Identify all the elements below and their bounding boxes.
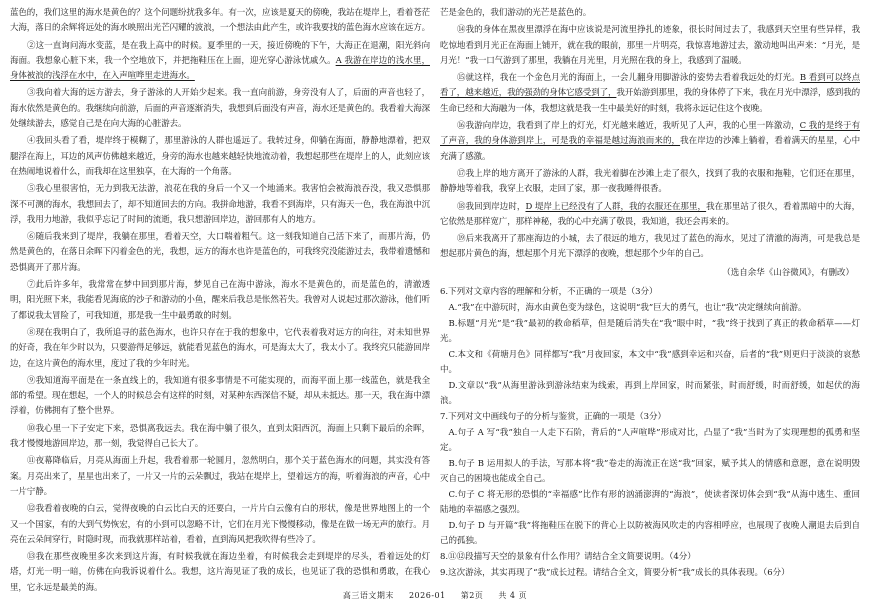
question-option: C.本文和《荷塘月色》同样都写“我”月夜回家，本文中“我”感到幸运和兴奋，后者的“我”则更归于淡淡的哀愁中。: [440, 349, 860, 375]
passage-paragraph: [440, 119, 860, 165]
footer-date: 2026-01: [408, 591, 446, 600]
paragraph-text: 芒是金色的，我们游动的光芒是蓝色的。: [440, 8, 592, 18]
question-option: B.句子 B 运用拟人的手法，写那本将“我”卷走的海流正在送“我”回家，赋予其人的情感和意愿，意在说明毁灭自己的困境也能成全自己。: [440, 458, 860, 484]
paragraph-text: ⑮就这样，我在一个金色月光的海面上，一会儿翻身用脚游泳的姿势去看着我远处的灯光。: [457, 73, 800, 84]
passage-paragraph: [10, 374, 430, 420]
footer-page: 第2页: [460, 591, 484, 600]
passage-paragraph: [10, 230, 430, 276]
question-option: D.句子 D 与开篇“我”将拖鞋压在脱下的背心上以防被海风吹走的内容相呼应，也展现了夜晚人潮退去后到自己的孤独。: [440, 520, 860, 546]
paragraph-text: ⑪夜幕降临后，月亮从海面上升起，我看着那一轮圆月，忽然明白，那个关于蓝色海水的问题，其实没有答案。月亮出来了，星星也出来了，一片又一片的云朵飘过，我站在堤岸上，望着远方的海，听着海浪的声音，心中一片宁静。: [10, 456, 431, 497]
page-footer: [0, 590, 870, 601]
paragraph-text: ⑭我的身体在黑夜里漂浮在海中应该说是河流里挣扎的迹象，很长时间过去了，我感到天空里有些异样，我吃惊地看到月光正在海面上铺开，就在我的眼前，那里一片明亮，我惊喜地游过去，激动地叫出声来：“月光，是月光！”我一口气游到了那里，我躺在月光里，月光照在我的身上，我感到了温暖。: [440, 25, 860, 66]
paragraph-text: ③我向着大海的远方游去，身子游泳的人开始少起来。我一直向前游，身旁没有人了，后面的声音也轻了，海水依然是黄色的。我继续向前游，后面的声音逐渐消失，我想到后面没有声音，海水还是黄色的。我看着大海深处继续游去，感觉自己是在向大海的心脏游去。: [10, 88, 431, 130]
passage-paragraph: [10, 502, 430, 548]
passage-paragraph: [10, 86, 430, 132]
passage-paragraph: [440, 200, 860, 231]
passage-paragraph: [10, 326, 430, 372]
passage-paragraph: [440, 6, 860, 21]
footer-subject: 高三语文期末: [342, 591, 394, 600]
question-option: C.句子 C 将无形的恐惧的“幸福感”比作有形的汹涌澎湃的“海浪”，使读者深切体会到“我”从海中逃生、重回陆地的幸福感之强烈。: [440, 489, 860, 515]
passage-paragraph: [10, 134, 430, 180]
passage-paragraph: [440, 167, 860, 198]
passage-paragraph: [10, 278, 430, 324]
question-stem: 7.下列对文中画线句子的分析与鉴赏，正确的一项是（3分）: [440, 411, 667, 422]
paragraph-text: ⑥随后我来到了堤岸，我躺在那里，看着天空，大口喘着粗气。这一刻我知道自己活下来了，而那片海，仍然是黄色的，在落日余晖下闪着金色的光，我想，远方的海水也许是蓝色的，可我终究没能游过去，我带着遗憾和恐惧离开了那片海。: [10, 232, 431, 273]
paragraph-text: ⑨我知道海平面是在一条直线上的，我知道有很多事情是不可能实现的，而海平面上那一线蓝色，就是我全部的希望。现在想起，一个人的时候总会有这样的时刻，对某种东西深信不疑，却从未抵达。那一天，我在海中漂浮着，仿佛拥有了整个世界。: [10, 375, 431, 417]
paragraph-text: 蓝色的，我们这里的海水是黄色的？这个问题纷扰我多年。有一次，应该是夏天的傍晚，我站在堤岸上，看着苍茫大海，落日的余辉将远处的海水映照出光芒闪耀的波浪，一个想法由此产生，或许我要找的蓝色海水应该在远方。: [10, 8, 431, 34]
question-option: B.标题“月光”是“我”最初的救命稻草，但是随后消失在“我”眼中时，“我”终于找到了真正的救命稻草——灯光。: [440, 318, 860, 344]
passage-paragraph: [440, 71, 860, 117]
paragraph-text: ⑲后来我离开了那座海边的小城，去了很远的地方，我见过了蓝色的海水，见过了清澈的海湾，可是我总是想起那片黄色的海，想起那个月光下漂浮的夜晚，想起那个少年的自己。: [440, 234, 860, 260]
question-stem: 9.这次游泳，其实再现了“我”成长过程。请结合全文，简要分析“我”成长的具体表现。（6分）: [440, 567, 790, 578]
passage-paragraph: [10, 182, 430, 228]
paragraph-text: ⑧现在我明白了，我所追寻的蓝色海水，也许只存在于我的想象中，它代表着我对远方的向往，对未知世界的好奇，我在年少时以为，只要游得足够远，就能看见蓝色的海水，可是海太大了，我太小了。我终究只能游回岸边，在这片黄色的海水里，度过了我的少年时光。: [10, 327, 431, 369]
underlined-sentence: A 我游在岸边的浅水里，身体被浪的浅浮在水中，在入声喧哗里走进海水。: [10, 55, 430, 82]
paragraph-text: ⑫我看着夜晚的白云，觉得夜晚的白云比白天的还要白，一片片白云像有白的形状，像是世界地图上的一个又一个国家，有的大到气势恢宏，有的小到可以忽略不计，它们在月光下慢慢移动，像是在做一场无声的旅行。月亮在云朵间穿行，时隐时现，而我就那样站着，看着，直到海风把我吹得有些冷了。: [10, 504, 431, 545]
passage-paragraph: [10, 454, 430, 500]
questions-section: [440, 285, 860, 581]
paragraph-text: ④我回头看了看，堤岸终于模糊了，那里游泳的人群也遥远了。我转过身，仰躺在海面，静静地漂着，把双腿浮在海上，耳边的风声仿佛越来越近，身旁的海水也越来越轻快地流动着，我想起那些在堤岸上的人，此刻应该在热闹地说着什么，而我却在这里独享，在大海的一个角落。: [10, 136, 431, 177]
right-column: [440, 6, 860, 581]
paragraph-text: ⑰我上岸的地方离开了游泳的人群，我光着脚在沙滩上走了很久，找到了我的衣服和拖鞋，它们还在那里，静静地等着我，我穿上衣服，走回了家，那一夜我睡得很香。: [440, 168, 860, 195]
paragraph-text: ⑬我在那些夜晚里多次来到这片海，有时候我就在海边坐着，有时候我会走到堤岸的尽头，看着远处的灯塔，灯光一明一暗，仿佛在向我诉说着什么。我想，这片海见证了我的成长，也见证了我的恐惧和勇敢，在我心里，它永远是最美的海。: [10, 552, 430, 593]
paragraph-text-tail: 我在岸边的沙滩上躺着，看着满天的星星，心中充满了感激。: [440, 136, 860, 162]
underlined-sentence: B 看到可以终点看了，越来越近，我的强劲的身体它感受到了，: [440, 73, 860, 99]
paragraph-text: ②这一直询问海水变蓝，是在我上高中的时候。夏季里的一天，接近傍晚的下午，大海正在退潮，阳光斜向海面。我想象心脏下来，我一个空地放下，并把拖鞋压在上面，迎光穿心游泳忧戚久。: [10, 40, 430, 66]
question-stem: 8.⑪⑫段描写天空的景象有什么作用？请结合全文简要说明。（4分）: [440, 551, 696, 562]
passage-paragraph: [440, 232, 860, 263]
source-citation: （选自余华《山谷微风》，有删改）: [722, 267, 854, 278]
left-column: [10, 6, 431, 593]
question-option: A.“我”在中游玩时，海水由黄色变为绿色，这说明“我”巨大的勇气，也让“我”决定继续向前游。: [448, 302, 807, 313]
paragraph-text-tail: 我在那里站了很久，看着黑暗中的大海，它依然是那样宽广，那样神秘，我的心中充满了敬畏，我知道，我还会再来的。: [440, 201, 860, 227]
passage-paragraph: [10, 6, 430, 37]
passage-paragraph: [10, 422, 430, 453]
passage-paragraph: [440, 23, 860, 69]
paragraph-text-tail: 我开始游到那里，我的身体停了下来，我在月光中漂浮，感到我的生命已经和大海融为一体，我想这就是我一生中最美好的时刻，我将永远记住这个夜晚。: [440, 88, 861, 114]
passage-paragraph: [10, 39, 430, 85]
paragraph-text: ⑱我回到岸边时，: [457, 201, 526, 212]
question-option: D.文章以“我”从海里游泳到游泳结束为线索，再到上岸回家，时而紧张，时而舒缓，时而舒缓，如起伏的海浪。: [440, 380, 860, 406]
paragraph-text: ⑩我心里一下子安定下来，恐惧离我远去。我在海中躺了很久，直到太阳西沉，海面上只剩下最后的余晖，我才慢慢地游回岸边，那一刻，我觉得自己长大了。: [10, 423, 430, 450]
footer-total: 共 4 页: [498, 591, 528, 600]
underlined-sentence: D 堤岸上已经没有了人群，我的衣服还在那里，: [525, 201, 707, 212]
question-stem: 6.下列对文章内容的理解和分析，不正确的一项是（3分）: [440, 286, 658, 297]
paragraph-text: ⑤我心里很害怕，无力到我无法游，浪花在我的身后一个又一个地涌来。我害怕会被海浪吞没，我又恐惧那深不可测的海水，我想回去了，却不知道回去的方向。我拼命地游，我看不到海岸，只有海天一色，我在海浪中沉浮，我用力地游，我似乎忘记了时间的流逝，我只想游回岸边，游回那有人的地方。: [10, 184, 431, 225]
right-passage: [440, 6, 860, 263]
paragraph-text: ⑯我游向岸边，我看到了岸上的灯光，灯光越来越近，我听见了人声，我的心里一阵激动，: [457, 121, 800, 132]
paragraph-text: ⑦此后许多年，我常常在梦中回到那片海，梦见自己在海中游泳，海水不是黄色的，而是蓝色的，清澈透明，阳光照下来，我能看见海底的沙子和游动的小鱼，醒来后我总是怅然若失。我曾对人说起过那次游泳，他们听了都说我太冒险了，可我知道，那是我一生中最勇敢的时刻。: [10, 280, 431, 321]
underlined-sentence: C 我的是终于有了声音，我的身体游到岸上，可是我的幸福是越过海浪而来的，: [440, 121, 860, 147]
question-option: A.句子 A 写“我”独自一人走下石阶，背后的“人声喧哗”形成对比，凸显了“我”当时为了实现理想的孤勇和坚定。: [440, 427, 860, 453]
